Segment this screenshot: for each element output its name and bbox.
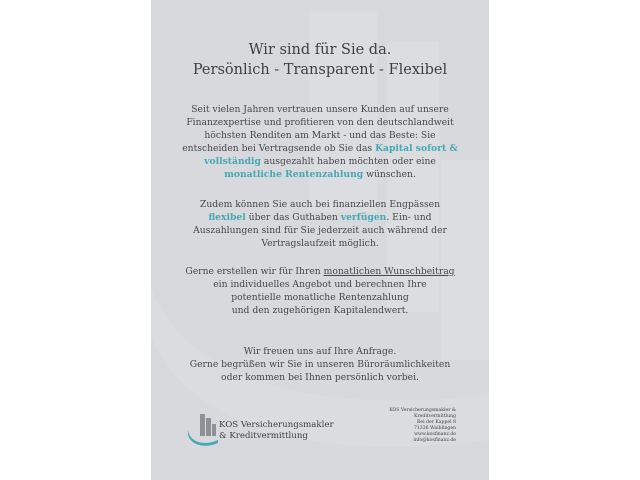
text-line [165,155,475,168]
text-line [165,168,475,181]
company-line-2: & Kreditvermittlung [219,431,308,441]
text-segment: wünschen. [363,169,416,181]
highlight-text: verfügen [340,212,387,224]
text-line: potentielle monatliche Rentenzahlung [231,292,409,304]
text-segment: entscheiden bei Vertragsende ob Sie das [182,143,376,155]
text-segment: über das Guthaben [245,212,341,224]
highlight-text: monatliche Rentenzahlung [224,169,364,181]
text-line: Vertragslaufzeit möglich. [261,238,379,250]
text-line: Zudem können Sie auch bei finanziellen Engpässen [199,199,441,210]
address-line: KOS Versicherungsmakler & [389,408,456,413]
text-line: oder kommen bei Ihnen persönlich vorbei. [221,372,419,384]
email-link[interactable]: info@kosfinanz.de [413,438,456,444]
text-line [165,211,475,224]
text-line: Wir freuen uns auf Ihre Anfrage. [243,346,397,357]
text-line: Seit vielen Jahren vertrauen unsere Kunden auf unsere [191,104,449,115]
company-line-1: KOS Versicherungsmakler [219,420,334,430]
paragraph-offer [165,265,475,317]
text-line: höchsten Renditen am Markt - und das Beste: Sie [204,130,436,142]
paragraph-flexibility [165,198,475,250]
text-line: Gerne begrüßen wir Sie in unseren Büroräumlichkeiten [189,359,451,371]
highlight-text: vollständig [204,156,261,168]
company-name [219,420,334,442]
text-line: Finanzexpertise und profitieren von den deutschlandweit [186,117,454,129]
address-line: Bei der Kappel 8 [417,420,456,426]
underlined-text: monatlichen Wunschbeitrag [323,266,455,277]
text-line: und den zugehörigen Kapitalendwert. [231,305,409,317]
address-line: 71336 Waiblingen [413,426,456,432]
text-line [165,142,475,155]
text-line: ein individuelles Angebot und berechnen Ihre [213,279,427,291]
page-title [151,40,489,80]
contact-address [389,408,456,445]
website-link[interactable]: www.kosfinanz.de [414,432,456,438]
flyer-page [151,0,489,480]
paragraph-contact [165,345,475,384]
text-segment: Gerne erstellen wir für Ihren [185,266,324,277]
text-line [165,265,475,278]
text-segment: . Ein- und [386,212,432,224]
highlight-text: Kapital sofort & [375,143,458,155]
highlight-text: flexibel [208,212,246,224]
paragraph-intro [165,103,475,182]
title-line-2: Persönlich - Transparent - Flexibel [192,62,448,78]
title-line-1: Wir sind für Sie da. [248,42,392,58]
address-line: Kreditvermittlung [414,414,456,420]
text-segment: ausgezahlt haben möchten oder eine [260,156,436,168]
text-line: Auszahlungen sind für Sie jederzeit auch während der [193,225,447,237]
